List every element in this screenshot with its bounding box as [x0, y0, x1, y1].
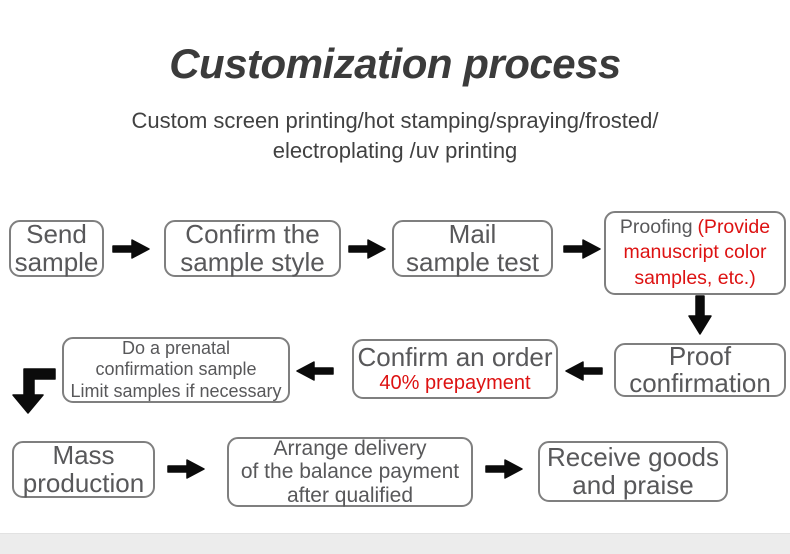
flow-step-label: Do a prenatal: [121, 337, 231, 358]
flow-step-send-sample: [9, 220, 104, 277]
flow-step-proofing: [604, 211, 786, 295]
arrow-left-icon: [296, 360, 334, 382]
page-title: Customization process: [169, 40, 621, 87]
proofing-label-red: (Provide: [697, 215, 771, 238]
arrow-elbow-down-icon: [10, 368, 56, 414]
flow-step-label: confirmation: [629, 368, 771, 398]
flow-step-proof-confirmation: [614, 340, 786, 398]
flow-step-confirm-order: [352, 339, 558, 399]
flow-step-label: and praise: [572, 469, 694, 500]
flow-step-receive-goods: [538, 441, 728, 502]
flow-step-label: of the balance payment: [240, 460, 460, 484]
flow-step-label: Send: [26, 219, 87, 250]
flow-step-label: Confirm an order: [357, 341, 553, 372]
flow-step-label: confirmation sample: [95, 359, 257, 380]
arrow-right-icon: [563, 238, 601, 260]
arrow-right-icon: [167, 458, 205, 480]
arrow-down-icon: [688, 295, 712, 335]
arrow-right-icon: [112, 238, 150, 260]
arrow-right-icon: [485, 458, 523, 480]
flow-step-label: production: [22, 467, 145, 498]
proofing-label-red: samples, etc.): [634, 266, 756, 289]
flow-step-label: Arrange delivery: [273, 436, 427, 460]
flow-step-label: sample style: [180, 246, 325, 277]
flow-step-label: Limit samples if necessary: [70, 380, 282, 401]
proofing-label-gray: Proofing: [619, 215, 693, 238]
flow-step-label: Confirm the: [185, 219, 320, 250]
flow-step-label: Mass: [52, 440, 115, 471]
flow-step-mail-sample-test: [392, 220, 553, 277]
flow-step-label: Proof: [668, 340, 732, 371]
subtitle-line-1: Custom screen printing/hot stamping/spraying/frosted/: [131, 108, 659, 133]
flow-step-label: after qualified: [286, 483, 414, 507]
flow-step-arrange-delivery: [227, 437, 473, 507]
page-bottom-divider: [0, 533, 790, 554]
flow-step-label: Mail: [448, 219, 497, 250]
flow-step-confirm-sample-style: [164, 220, 341, 277]
subtitle-line-2: electroplating /uv printing: [272, 138, 518, 164]
flow-step-mass-production: [12, 441, 155, 498]
flow-step-label: [620, 215, 770, 240]
flow-step-label: sample: [14, 246, 99, 277]
arrow-left-icon: [565, 360, 603, 382]
arrow-right-icon: [348, 238, 386, 260]
flow-step-label: sample test: [406, 246, 539, 277]
proofing-label-red: manuscript color: [623, 241, 767, 264]
flow-step-label: Receive goods: [547, 442, 719, 473]
page-subtitle: [0, 106, 790, 167]
flow-step-prenatal-confirmation: [62, 337, 290, 403]
flow-step-label-red: 40% prepayment: [379, 372, 531, 395]
